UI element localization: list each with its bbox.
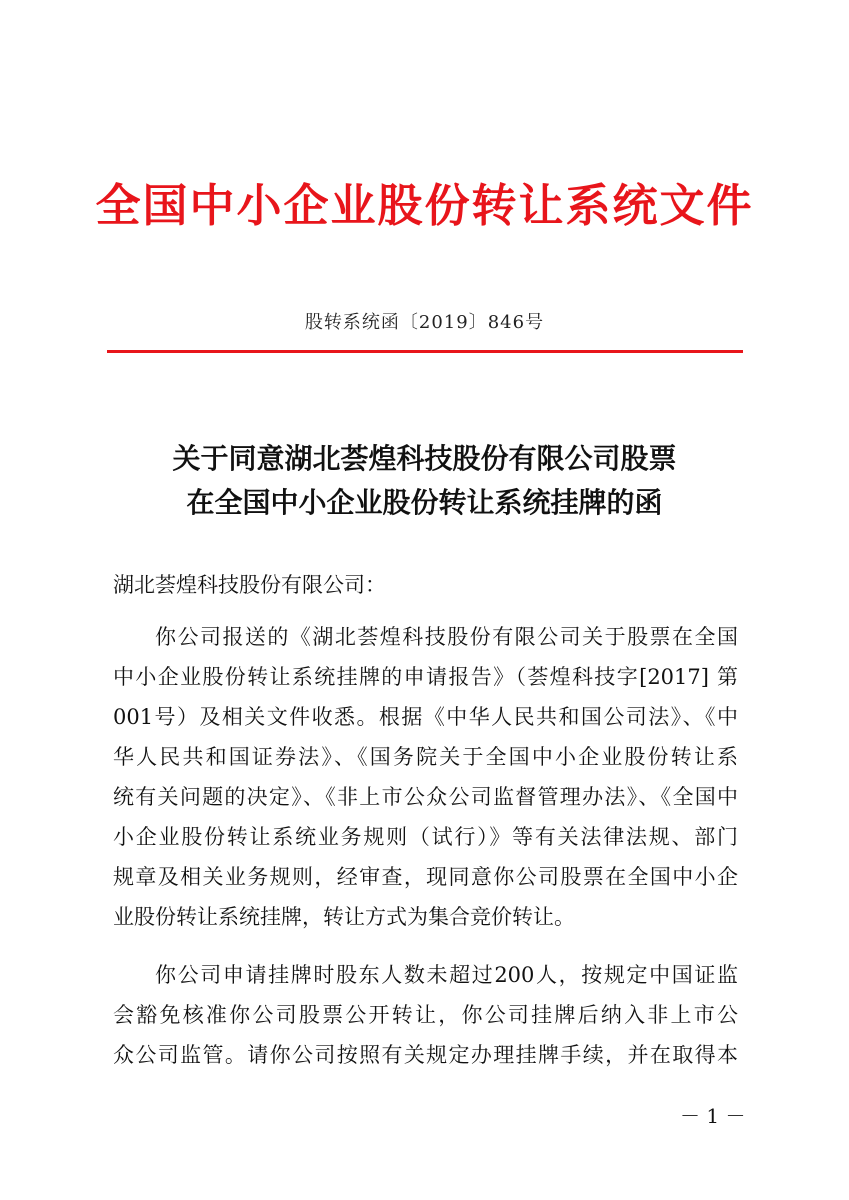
paragraph-line: 001号）及相关文件收悉。根据《中华人民共和国公司法》、《中 [113,705,738,729]
paragraph-line: 华人民共和国证券法》、《国务院关于全国中小企业股份转让系 [113,745,738,769]
org-header-title: 全国中小企业股份转让系统文件 [95,179,754,232]
page-number: － 1 － [680,1104,746,1128]
title-line-2: 在全国中小企业股份转让系统挂牌的函 [186,486,663,519]
body-paragraph-1 [113,617,738,937]
paragraph-line: 业股份转让系统挂牌，转让方式为集合竞价转让。 [113,905,575,929]
paragraph-line: 你公司申请挂牌时股东人数未超过200人，按规定中国证监 [155,963,738,987]
body-paragraph-2 [113,955,738,1075]
paragraph-line: 会豁免核准你公司股票公开转让，你公司挂牌后纳入非上市公 [113,1003,738,1027]
paragraph-line: 规章及相关业务规则，经审查，现同意你公司股票在全国中小企 [113,865,738,889]
paragraph-line: 你公司报送的《湖北荟煌科技股份有限公司关于股票在全国 [155,625,738,649]
paragraph-line: 中小企业股份转让系统挂牌的申请报告》（荟煌科技字[2017] 第 [113,665,738,689]
red-divider-line [107,350,743,353]
document-number: 股转系统函〔2019〕846号 [304,312,545,333]
title-line-1: 关于同意湖北荟煌科技股份有限公司股票 [172,442,677,475]
paragraph-line: 统有关问题的决定》、《非上市公众公司监督管理办法》、《全国中 [113,785,738,809]
document-title [0,437,849,525]
paragraph-line: 小企业股份转让系统业务规则（试行）》等有关法律法规、部门 [113,825,738,849]
addressee: 湖北荟煌科技股份有限公司： [113,573,386,597]
paragraph-line: 众公司监管。请你公司按照有关规定办理挂牌手续，并在取得本 [113,1043,738,1067]
